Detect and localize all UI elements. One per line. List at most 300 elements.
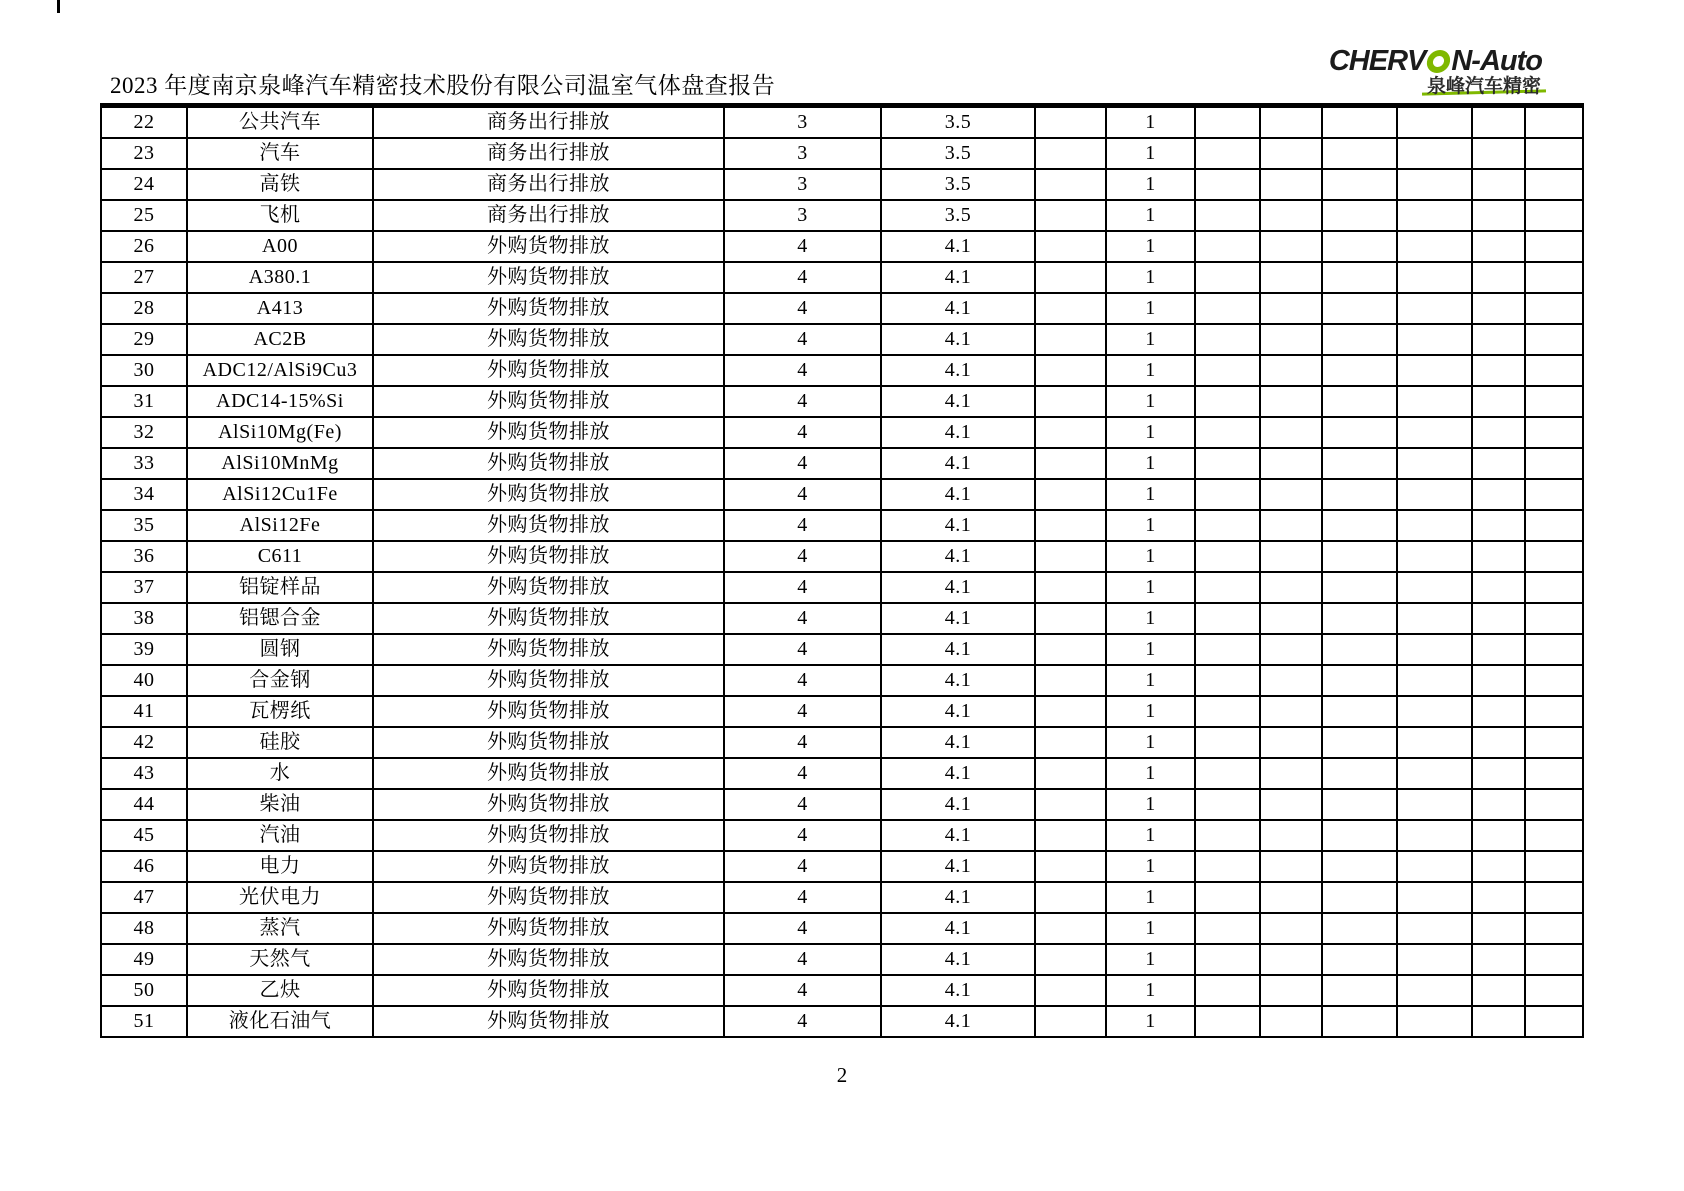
cell-name: 飞机 bbox=[187, 200, 373, 231]
cell-sub: 4.1 bbox=[881, 293, 1035, 324]
cell-name: 铝锭样品 bbox=[187, 572, 373, 603]
cell-e1 bbox=[1195, 1006, 1260, 1037]
cell-sub: 4.1 bbox=[881, 603, 1035, 634]
cell-e6 bbox=[1525, 510, 1583, 541]
cell-e3 bbox=[1322, 169, 1397, 200]
cell-flag: 1 bbox=[1106, 603, 1195, 634]
logo-text-left: CHERV bbox=[1328, 45, 1426, 77]
cell-flag: 1 bbox=[1106, 727, 1195, 758]
cell-e3 bbox=[1322, 355, 1397, 386]
cell-sub: 4.1 bbox=[881, 541, 1035, 572]
table-row bbox=[101, 169, 1583, 200]
cell-no: 36 bbox=[101, 541, 187, 572]
cell-e1 bbox=[1195, 696, 1260, 727]
cell-e4 bbox=[1397, 541, 1472, 572]
table-row bbox=[101, 138, 1583, 169]
cell-name: 光伏电力 bbox=[187, 882, 373, 913]
cell-name: ADC12/AlSi9Cu3 bbox=[187, 355, 373, 386]
cell-spacer bbox=[1035, 789, 1106, 820]
cell-e1 bbox=[1195, 448, 1260, 479]
cell-e2 bbox=[1260, 944, 1322, 975]
cell-e3 bbox=[1322, 913, 1397, 944]
cell-e3 bbox=[1322, 417, 1397, 448]
cell-category: 外购货物排放 bbox=[373, 293, 724, 324]
cell-level: 4 bbox=[724, 541, 881, 572]
cell-sub: 4.1 bbox=[881, 975, 1035, 1006]
cell-no: 27 bbox=[101, 262, 187, 293]
cell-e6 bbox=[1525, 789, 1583, 820]
cell-spacer bbox=[1035, 665, 1106, 696]
cell-category: 外购货物排放 bbox=[373, 510, 724, 541]
cell-flag: 1 bbox=[1106, 758, 1195, 789]
cell-e3 bbox=[1322, 603, 1397, 634]
cell-no: 23 bbox=[101, 138, 187, 169]
table-row bbox=[101, 231, 1583, 262]
cell-category: 商务出行排放 bbox=[373, 106, 724, 139]
cell-e6 bbox=[1525, 975, 1583, 1006]
cell-sub: 4.1 bbox=[881, 727, 1035, 758]
cell-no: 50 bbox=[101, 975, 187, 1006]
cell-e1 bbox=[1195, 200, 1260, 231]
cell-e4 bbox=[1397, 665, 1472, 696]
cell-no: 38 bbox=[101, 603, 187, 634]
cell-e5 bbox=[1472, 541, 1525, 572]
cell-e1 bbox=[1195, 758, 1260, 789]
cell-e6 bbox=[1525, 355, 1583, 386]
table-row bbox=[101, 882, 1583, 913]
cell-e5 bbox=[1472, 665, 1525, 696]
cell-flag: 1 bbox=[1106, 696, 1195, 727]
cell-no: 30 bbox=[101, 355, 187, 386]
cell-e4 bbox=[1397, 1006, 1472, 1037]
cell-e1 bbox=[1195, 138, 1260, 169]
cell-e6 bbox=[1525, 262, 1583, 293]
cell-e1 bbox=[1195, 851, 1260, 882]
cell-e4 bbox=[1397, 758, 1472, 789]
cell-name: A380.1 bbox=[187, 262, 373, 293]
cell-e4 bbox=[1397, 386, 1472, 417]
cell-e6 bbox=[1525, 851, 1583, 882]
cell-no: 48 bbox=[101, 913, 187, 944]
cell-name: 电力 bbox=[187, 851, 373, 882]
cell-flag: 1 bbox=[1106, 106, 1195, 139]
cell-no: 39 bbox=[101, 634, 187, 665]
cell-category: 外购货物排放 bbox=[373, 355, 724, 386]
table-row bbox=[101, 479, 1583, 510]
cell-level: 4 bbox=[724, 665, 881, 696]
logo-text-right: N-Auto bbox=[1451, 45, 1542, 77]
cell-category: 外购货物排放 bbox=[373, 789, 724, 820]
cell-spacer bbox=[1035, 758, 1106, 789]
cell-category: 外购货物排放 bbox=[373, 665, 724, 696]
cell-flag: 1 bbox=[1106, 913, 1195, 944]
cell-spacer bbox=[1035, 200, 1106, 231]
cell-category: 外购货物排放 bbox=[373, 479, 724, 510]
table-row bbox=[101, 820, 1583, 851]
table-row bbox=[101, 541, 1583, 572]
cell-e1 bbox=[1195, 510, 1260, 541]
cell-e4 bbox=[1397, 789, 1472, 820]
cell-e3 bbox=[1322, 231, 1397, 262]
page-corner-mark bbox=[57, 0, 60, 13]
cell-no: 45 bbox=[101, 820, 187, 851]
cell-e5 bbox=[1472, 975, 1525, 1006]
cell-e6 bbox=[1525, 820, 1583, 851]
cell-e3 bbox=[1322, 138, 1397, 169]
cell-sub: 4.1 bbox=[881, 944, 1035, 975]
cell-sub: 4.1 bbox=[881, 262, 1035, 293]
cell-e2 bbox=[1260, 758, 1322, 789]
cell-e4 bbox=[1397, 138, 1472, 169]
cell-spacer bbox=[1035, 386, 1106, 417]
cell-e5 bbox=[1472, 169, 1525, 200]
inventory-table-body bbox=[101, 106, 1583, 1038]
cell-e1 bbox=[1195, 262, 1260, 293]
cell-e5 bbox=[1472, 479, 1525, 510]
cell-e6 bbox=[1525, 231, 1583, 262]
cell-level: 3 bbox=[724, 200, 881, 231]
cell-e6 bbox=[1525, 541, 1583, 572]
cell-sub: 4.1 bbox=[881, 355, 1035, 386]
cell-e6 bbox=[1525, 138, 1583, 169]
cell-name: AC2B bbox=[187, 324, 373, 355]
cell-e2 bbox=[1260, 231, 1322, 262]
cell-name: A413 bbox=[187, 293, 373, 324]
cell-e5 bbox=[1472, 324, 1525, 355]
cell-e4 bbox=[1397, 510, 1472, 541]
cell-sub: 4.1 bbox=[881, 572, 1035, 603]
cell-e5 bbox=[1472, 355, 1525, 386]
cell-e4 bbox=[1397, 231, 1472, 262]
cell-no: 44 bbox=[101, 789, 187, 820]
cell-level: 4 bbox=[724, 479, 881, 510]
table-row bbox=[101, 665, 1583, 696]
cell-name: 高铁 bbox=[187, 169, 373, 200]
cell-e5 bbox=[1472, 510, 1525, 541]
cell-name: 公共汽车 bbox=[187, 106, 373, 139]
cell-name: C611 bbox=[187, 541, 373, 572]
cell-flag: 1 bbox=[1106, 572, 1195, 603]
cell-flag: 1 bbox=[1106, 1006, 1195, 1037]
cell-e2 bbox=[1260, 510, 1322, 541]
cell-spacer bbox=[1035, 944, 1106, 975]
cell-sub: 4.1 bbox=[881, 1006, 1035, 1037]
cell-e2 bbox=[1260, 386, 1322, 417]
cell-sub: 4.1 bbox=[881, 510, 1035, 541]
cell-e1 bbox=[1195, 913, 1260, 944]
cell-e1 bbox=[1195, 541, 1260, 572]
cell-flag: 1 bbox=[1106, 262, 1195, 293]
cell-sub: 3.5 bbox=[881, 169, 1035, 200]
cell-e5 bbox=[1472, 386, 1525, 417]
cell-sub: 4.1 bbox=[881, 758, 1035, 789]
cell-e1 bbox=[1195, 820, 1260, 851]
cell-sub: 4.1 bbox=[881, 324, 1035, 355]
cell-name: 柴油 bbox=[187, 789, 373, 820]
cell-e4 bbox=[1397, 293, 1472, 324]
cell-category: 外购货物排放 bbox=[373, 634, 724, 665]
cell-flag: 1 bbox=[1106, 138, 1195, 169]
cell-no: 29 bbox=[101, 324, 187, 355]
cell-level: 4 bbox=[724, 789, 881, 820]
cell-no: 24 bbox=[101, 169, 187, 200]
cell-e1 bbox=[1195, 231, 1260, 262]
cell-level: 4 bbox=[724, 572, 881, 603]
cell-category: 商务出行排放 bbox=[373, 169, 724, 200]
cell-e6 bbox=[1525, 665, 1583, 696]
table-row bbox=[101, 417, 1583, 448]
cell-e3 bbox=[1322, 479, 1397, 510]
cell-sub: 4.1 bbox=[881, 231, 1035, 262]
cell-level: 4 bbox=[724, 603, 881, 634]
cell-e5 bbox=[1472, 913, 1525, 944]
cell-level: 4 bbox=[724, 696, 881, 727]
cell-e3 bbox=[1322, 324, 1397, 355]
cell-e6 bbox=[1525, 1006, 1583, 1037]
cell-category: 外购货物排放 bbox=[373, 882, 724, 913]
cell-e6 bbox=[1525, 448, 1583, 479]
cell-flag: 1 bbox=[1106, 541, 1195, 572]
cell-flag: 1 bbox=[1106, 820, 1195, 851]
cell-spacer bbox=[1035, 262, 1106, 293]
cell-level: 4 bbox=[724, 355, 881, 386]
cell-e6 bbox=[1525, 200, 1583, 231]
cell-spacer bbox=[1035, 696, 1106, 727]
cell-level: 4 bbox=[724, 417, 881, 448]
cell-no: 46 bbox=[101, 851, 187, 882]
cell-e2 bbox=[1260, 1006, 1322, 1037]
cell-e5 bbox=[1472, 944, 1525, 975]
table-row bbox=[101, 386, 1583, 417]
cell-e1 bbox=[1195, 789, 1260, 820]
cell-spacer bbox=[1035, 913, 1106, 944]
cell-e6 bbox=[1525, 324, 1583, 355]
cell-level: 4 bbox=[724, 386, 881, 417]
cell-e5 bbox=[1472, 293, 1525, 324]
cell-e2 bbox=[1260, 913, 1322, 944]
cell-e2 bbox=[1260, 572, 1322, 603]
cell-e2 bbox=[1260, 448, 1322, 479]
cell-spacer bbox=[1035, 727, 1106, 758]
cell-e3 bbox=[1322, 572, 1397, 603]
cell-spacer bbox=[1035, 820, 1106, 851]
logo-wordmark bbox=[1329, 46, 1542, 76]
cell-category: 外购货物排放 bbox=[373, 851, 724, 882]
cell-e4 bbox=[1397, 572, 1472, 603]
cell-e4 bbox=[1397, 479, 1472, 510]
table-row bbox=[101, 634, 1583, 665]
cell-spacer bbox=[1035, 975, 1106, 1006]
cell-flag: 1 bbox=[1106, 975, 1195, 1006]
cell-e3 bbox=[1322, 727, 1397, 758]
cell-sub: 4.1 bbox=[881, 851, 1035, 882]
cell-flag: 1 bbox=[1106, 882, 1195, 913]
page-number: 2 bbox=[836, 1063, 848, 1087]
cell-flag: 1 bbox=[1106, 231, 1195, 262]
cell-e5 bbox=[1472, 727, 1525, 758]
cell-level: 4 bbox=[724, 1006, 881, 1037]
cell-e6 bbox=[1525, 169, 1583, 200]
cell-flag: 1 bbox=[1106, 386, 1195, 417]
logo-subtext-label: 泉峰汽车精密 bbox=[1426, 76, 1541, 97]
cell-e3 bbox=[1322, 944, 1397, 975]
cell-no: 35 bbox=[101, 510, 187, 541]
cell-level: 4 bbox=[724, 758, 881, 789]
cell-flag: 1 bbox=[1106, 448, 1195, 479]
cell-name: 圆钢 bbox=[187, 634, 373, 665]
cell-e5 bbox=[1472, 448, 1525, 479]
cell-e1 bbox=[1195, 572, 1260, 603]
cell-e6 bbox=[1525, 386, 1583, 417]
table-row bbox=[101, 944, 1583, 975]
cell-name: 水 bbox=[187, 758, 373, 789]
cell-e5 bbox=[1472, 417, 1525, 448]
cell-e2 bbox=[1260, 665, 1322, 696]
table-row bbox=[101, 106, 1583, 139]
cell-level: 4 bbox=[724, 510, 881, 541]
cell-e6 bbox=[1525, 944, 1583, 975]
cell-category: 外购货物排放 bbox=[373, 758, 724, 789]
cell-e3 bbox=[1322, 262, 1397, 293]
cell-sub: 3.5 bbox=[881, 138, 1035, 169]
cell-e3 bbox=[1322, 975, 1397, 1006]
cell-e1 bbox=[1195, 106, 1260, 139]
cell-category: 外购货物排放 bbox=[373, 324, 724, 355]
cell-no: 25 bbox=[101, 200, 187, 231]
table-row bbox=[101, 448, 1583, 479]
cell-level: 4 bbox=[724, 851, 881, 882]
cell-e3 bbox=[1322, 634, 1397, 665]
cell-e3 bbox=[1322, 665, 1397, 696]
cell-sub: 4.1 bbox=[881, 386, 1035, 417]
cell-no: 40 bbox=[101, 665, 187, 696]
cell-e2 bbox=[1260, 851, 1322, 882]
cell-e3 bbox=[1322, 851, 1397, 882]
cell-e5 bbox=[1472, 758, 1525, 789]
cell-no: 49 bbox=[101, 944, 187, 975]
cell-level: 3 bbox=[724, 169, 881, 200]
cell-e1 bbox=[1195, 293, 1260, 324]
cell-e2 bbox=[1260, 696, 1322, 727]
cell-e4 bbox=[1397, 355, 1472, 386]
cell-level: 4 bbox=[724, 324, 881, 355]
cell-category: 商务出行排放 bbox=[373, 200, 724, 231]
cell-e2 bbox=[1260, 975, 1322, 1006]
report-title: 2023 年度南京泉峰汽车精密技术股份有限公司温室气体盘查报告 bbox=[110, 73, 776, 98]
cell-e6 bbox=[1525, 696, 1583, 727]
cell-level: 4 bbox=[724, 820, 881, 851]
cell-e4 bbox=[1397, 913, 1472, 944]
cell-level: 4 bbox=[724, 293, 881, 324]
cell-e4 bbox=[1397, 603, 1472, 634]
cell-e6 bbox=[1525, 572, 1583, 603]
cell-category: 外购货物排放 bbox=[373, 386, 724, 417]
cell-e3 bbox=[1322, 200, 1397, 231]
cell-e2 bbox=[1260, 293, 1322, 324]
cell-e1 bbox=[1195, 355, 1260, 386]
cell-e4 bbox=[1397, 851, 1472, 882]
cell-e4 bbox=[1397, 696, 1472, 727]
cell-no: 28 bbox=[101, 293, 187, 324]
table-row bbox=[101, 758, 1583, 789]
cell-e5 bbox=[1472, 603, 1525, 634]
cell-e4 bbox=[1397, 820, 1472, 851]
cell-category: 外购货物排放 bbox=[373, 541, 724, 572]
cell-no: 51 bbox=[101, 1006, 187, 1037]
cell-e5 bbox=[1472, 634, 1525, 665]
cell-e2 bbox=[1260, 200, 1322, 231]
cell-name: 合金钢 bbox=[187, 665, 373, 696]
cell-flag: 1 bbox=[1106, 200, 1195, 231]
cell-no: 26 bbox=[101, 231, 187, 262]
cell-category: 外购货物排放 bbox=[373, 820, 724, 851]
cell-e2 bbox=[1260, 417, 1322, 448]
cell-category: 外购货物排放 bbox=[373, 448, 724, 479]
cell-flag: 1 bbox=[1106, 169, 1195, 200]
cell-e5 bbox=[1472, 789, 1525, 820]
cell-name: AlSi12Cu1Fe bbox=[187, 479, 373, 510]
cell-e5 bbox=[1472, 882, 1525, 913]
table-row bbox=[101, 324, 1583, 355]
cell-flag: 1 bbox=[1106, 634, 1195, 665]
cell-spacer bbox=[1035, 851, 1106, 882]
cell-name: AlSi10Mg(Fe) bbox=[187, 417, 373, 448]
cell-category: 外购货物排放 bbox=[373, 572, 724, 603]
cell-e4 bbox=[1397, 448, 1472, 479]
cell-e5 bbox=[1472, 231, 1525, 262]
cell-e5 bbox=[1472, 572, 1525, 603]
cell-e3 bbox=[1322, 882, 1397, 913]
table-row bbox=[101, 603, 1583, 634]
cell-sub: 4.1 bbox=[881, 789, 1035, 820]
cell-e3 bbox=[1322, 1006, 1397, 1037]
cell-spacer bbox=[1035, 417, 1106, 448]
cell-spacer bbox=[1035, 510, 1106, 541]
cell-e2 bbox=[1260, 169, 1322, 200]
cell-sub: 4.1 bbox=[881, 665, 1035, 696]
cell-e1 bbox=[1195, 386, 1260, 417]
cell-e5 bbox=[1472, 820, 1525, 851]
cell-sub: 4.1 bbox=[881, 913, 1035, 944]
cell-level: 4 bbox=[724, 231, 881, 262]
cell-category: 外购货物排放 bbox=[373, 417, 724, 448]
table-row bbox=[101, 696, 1583, 727]
cell-name: 蒸汽 bbox=[187, 913, 373, 944]
cell-name: 乙炔 bbox=[187, 975, 373, 1006]
cell-e4 bbox=[1397, 882, 1472, 913]
cell-e2 bbox=[1260, 138, 1322, 169]
cell-spacer bbox=[1035, 479, 1106, 510]
cell-category: 外购货物排放 bbox=[373, 696, 724, 727]
logo-o-ring-icon bbox=[1426, 50, 1452, 73]
cell-name: 汽油 bbox=[187, 820, 373, 851]
cell-sub: 4.1 bbox=[881, 882, 1035, 913]
cell-e4 bbox=[1397, 262, 1472, 293]
cell-sub: 4.1 bbox=[881, 417, 1035, 448]
cell-sub: 4.1 bbox=[881, 634, 1035, 665]
cell-name: AlSi12Fe bbox=[187, 510, 373, 541]
logo-subtext bbox=[1426, 77, 1542, 97]
chervon-auto-logo bbox=[1329, 46, 1542, 97]
cell-e2 bbox=[1260, 479, 1322, 510]
cell-e1 bbox=[1195, 417, 1260, 448]
cell-name: 铝锶合金 bbox=[187, 603, 373, 634]
cell-name: 液化石油气 bbox=[187, 1006, 373, 1037]
cell-category: 外购货物排放 bbox=[373, 944, 724, 975]
cell-category: 外购货物排放 bbox=[373, 1006, 724, 1037]
cell-spacer bbox=[1035, 293, 1106, 324]
table-row bbox=[101, 355, 1583, 386]
